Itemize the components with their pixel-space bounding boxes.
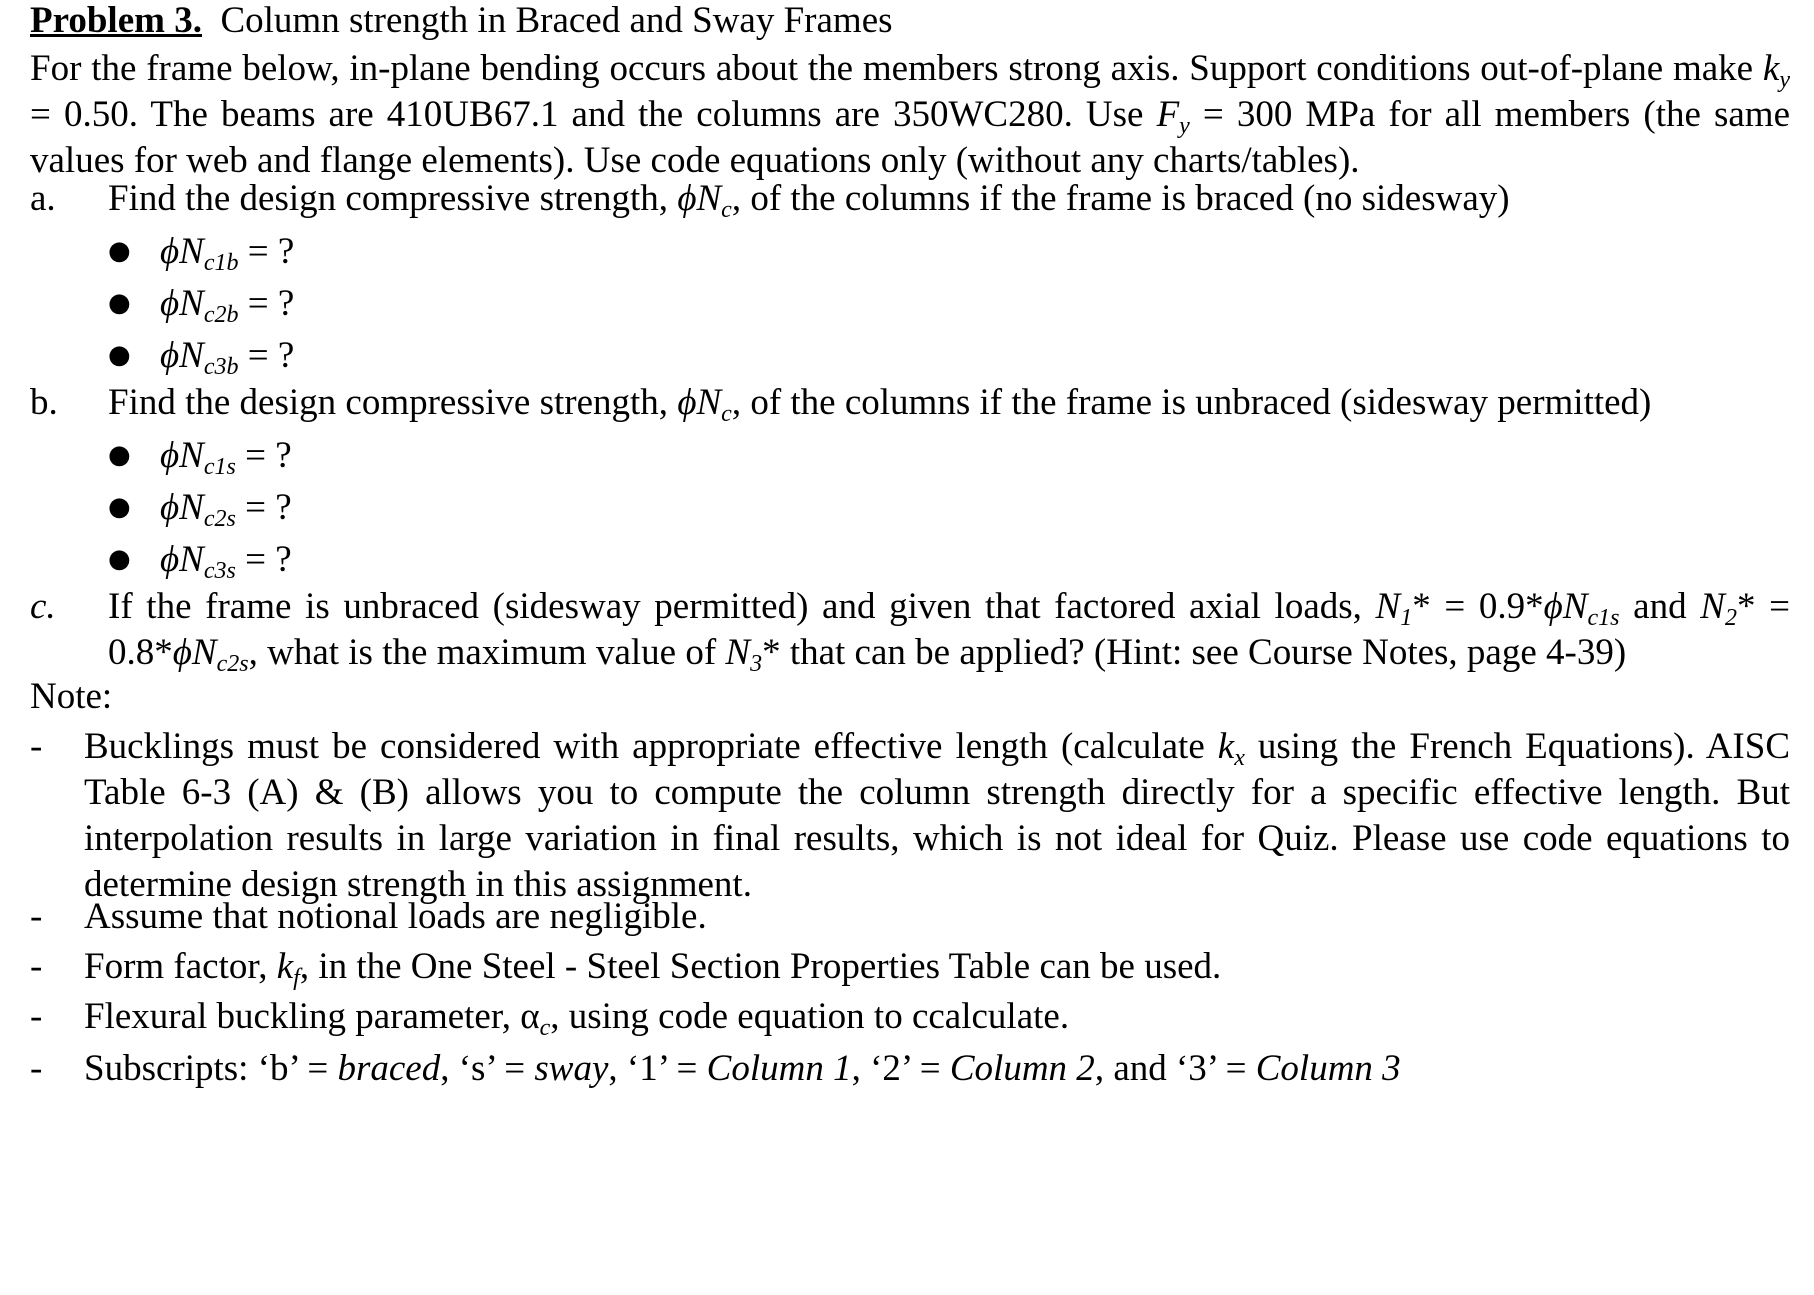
- question-c-marker: c.: [30, 586, 56, 627]
- qc-n2: N: [1700, 586, 1725, 627]
- fy-symbol: F: [1156, 94, 1180, 135]
- qc-n3-sub: 3: [750, 651, 763, 677]
- problem-title-text: Column strength in Braced and Sway Frames: [220, 0, 893, 41]
- question-c-text: [108, 584, 1790, 676]
- note-label: Note:: [30, 676, 113, 717]
- note-item-1-text: [84, 724, 1790, 908]
- n4-a: Flexural buckling parameter,: [84, 996, 521, 1037]
- n5-g: , ‘2’ =: [851, 1048, 950, 1089]
- problem-number: Problem 3.: [30, 0, 202, 41]
- dash-marker: -: [30, 1048, 43, 1089]
- qc-s2-sub: c2s: [216, 651, 249, 677]
- note-item-3-text: [84, 944, 1221, 990]
- qa-item2-eq: = ?: [238, 283, 295, 324]
- n4-b: , using code equation to ccalculate.: [550, 996, 1070, 1037]
- qb-text1: Find the design compressive strength,: [108, 382, 678, 423]
- question-a-text: [108, 176, 1510, 222]
- n5-c: , ‘s’ =: [440, 1048, 535, 1089]
- problem-intro: [30, 46, 1790, 184]
- qa-text2: , of the columns if the frame is braced (no sidesway): [731, 178, 1510, 219]
- intro-text-1: For the frame below, in-plane bending occurs about the members strong axis. Support conditions out-of-plane make: [30, 48, 1763, 89]
- n1-a: Bucklings must be considered with appropriate effective length (calculate: [84, 726, 1218, 767]
- qb-item2-sym: ϕN: [160, 487, 204, 528]
- bullet-icon: ●: [108, 340, 131, 370]
- question-b-text: [108, 380, 1651, 426]
- qc-n2-sub: 2: [1724, 605, 1737, 631]
- qb-item2-eq: = ?: [235, 487, 292, 528]
- qb-item1-sym: ϕN: [160, 435, 204, 476]
- n5-f: Column 1: [706, 1048, 852, 1089]
- note-item-5-text: [84, 1046, 1401, 1092]
- qc-t1: If the frame is unbraced (sidesway permitted) and given that factored axial loads,: [108, 586, 1376, 627]
- qc-s1-sub: c1s: [1587, 605, 1620, 631]
- qc-t2: * = 0.9*: [1412, 586, 1544, 627]
- qc-s2: ϕN: [172, 632, 217, 673]
- qa-item2-sub: c2b: [203, 302, 239, 328]
- qb-sub: c: [721, 401, 732, 427]
- qa-item1-eq: = ?: [238, 231, 295, 272]
- bullet-icon: ●: [108, 544, 131, 574]
- n3-k: k: [276, 946, 294, 987]
- dash-marker: -: [30, 996, 43, 1037]
- bullet-icon: ●: [108, 236, 131, 266]
- question-a-marker: a.: [30, 178, 56, 219]
- qc-t5: , what is the maximum value of: [248, 632, 726, 673]
- note-item-4-text: [84, 994, 1069, 1040]
- qb-item3-sym: ϕN: [160, 539, 204, 580]
- n1-b: using the French Equations). AISC Table 6-3 (A) & (B) allows you to compute the column strength directly for a specific effective length. But interpolation results in large variation in final results, which is not ideal for Quiz. Please use code equations to determine design strength in this assignment.: [84, 726, 1790, 905]
- qc-n1: N: [1375, 586, 1401, 627]
- qa-item3-sym: ϕN: [160, 335, 204, 376]
- qa-item1-sub: c1b: [203, 250, 239, 276]
- ky-symbol: k: [1762, 48, 1780, 89]
- qb-item1-sub: c1s: [203, 454, 236, 480]
- qc-t4: * = 0.8*: [108, 586, 1790, 673]
- qb-item3-sub: c3s: [203, 558, 236, 584]
- intro-text-2: = 0.50. The beams are 410UB67.1 and the columns are 350WC280. Use: [30, 94, 1157, 135]
- n1-ksub: x: [1234, 745, 1245, 771]
- intro-text-3: = 300 MPa for all members (the same values for web and flange elements). Use code equations only (without any charts/tables).: [30, 94, 1791, 181]
- fy-subscript: y: [1179, 113, 1190, 139]
- n3-a: Form factor,: [84, 946, 277, 987]
- n5-e: , ‘1’ =: [608, 1048, 707, 1089]
- qa-item1-sym: ϕN: [160, 231, 204, 272]
- qc-n1-sub: 1: [1400, 605, 1413, 631]
- qa-item2-sym: ϕN: [160, 283, 204, 324]
- n4-sym: α: [520, 996, 540, 1037]
- n5-d: sway: [534, 1048, 609, 1089]
- qa-item3-eq: = ?: [238, 335, 295, 376]
- n5-h: Column 2: [949, 1048, 1095, 1089]
- n1-k: k: [1217, 726, 1235, 767]
- note-item-2-text: Assume that notional loads are negligible.: [84, 896, 707, 937]
- qc-n3: N: [725, 632, 751, 673]
- ky-subscript: y: [1779, 67, 1790, 93]
- n4-sub: c: [539, 1015, 551, 1041]
- dash-marker: -: [30, 726, 43, 767]
- dash-marker: -: [30, 946, 43, 987]
- bullet-icon: ●: [108, 440, 131, 470]
- qa-item3-sub: c3b: [203, 354, 239, 380]
- bullet-icon: ●: [108, 492, 131, 522]
- qa-sub: c: [721, 197, 732, 223]
- problem-title: [30, 0, 893, 44]
- qc-t6: * that can be applied? (Hint: see Course Notes, page 4-39): [762, 632, 1627, 673]
- qc-t3: and: [1619, 586, 1701, 627]
- n5-j: Column 3: [1255, 1048, 1401, 1089]
- qc-s1: ϕN: [1543, 586, 1588, 627]
- dash-marker: -: [30, 896, 43, 937]
- qb-item3-eq: = ?: [235, 539, 292, 580]
- n5-b: braced: [337, 1048, 441, 1089]
- qb-item2-sub: c2s: [203, 506, 236, 532]
- n5-a: Subscripts: ‘b’ =: [84, 1048, 338, 1089]
- qb-sym: ϕN: [677, 382, 722, 423]
- qb-text2: , of the columns if the frame is unbraced (sidesway permitted): [731, 382, 1652, 423]
- bullet-icon: ●: [108, 288, 131, 318]
- n3-b: , in the One Steel - Steel Section Properties Table can be used.: [299, 946, 1222, 987]
- n5-i: , and ‘3’ =: [1094, 1048, 1256, 1089]
- question-b-marker: b.: [30, 382, 58, 423]
- qa-sym: ϕN: [677, 178, 722, 219]
- qb-item1-eq: = ?: [235, 435, 292, 476]
- qa-text1: Find the design compressive strength,: [108, 178, 678, 219]
- n3-ksub: f: [293, 965, 300, 991]
